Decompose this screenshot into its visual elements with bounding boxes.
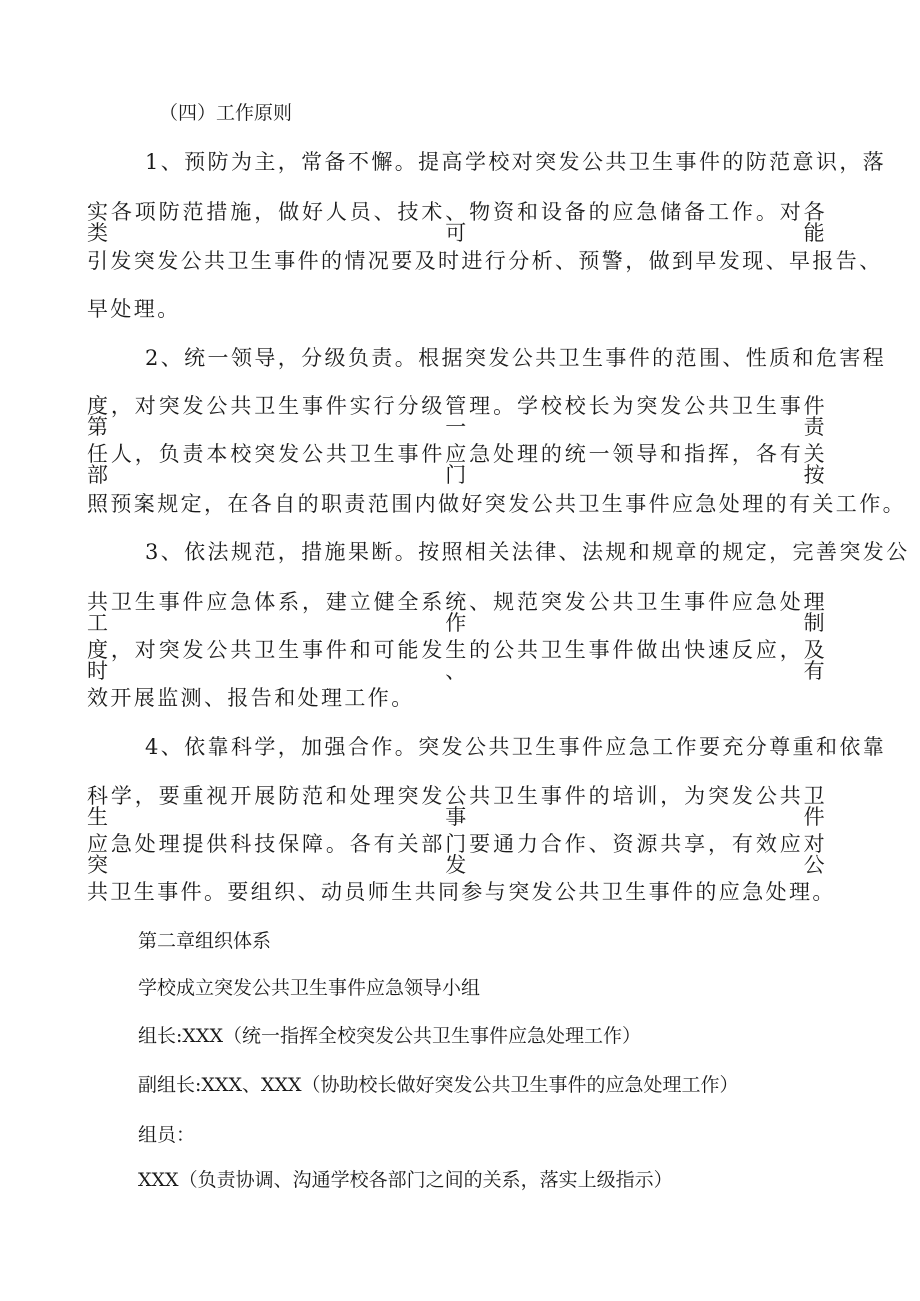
group-deputy-leader: 副组长:XXX、XXX（协助校长做好突发公共卫生事件的应急处理工作） <box>138 1074 739 1096</box>
group-members-label: 组员： <box>138 1124 196 1146</box>
principle-3-line-2: 共卫生事件应急体系，建立健全系统、规范突发公共卫生事件应急处理工作制 <box>87 590 827 635</box>
group-title: 学校成立突发公共卫生事件应急领导小组 <box>138 977 481 999</box>
group-leader: 组长:XXX（统一指挥全校突发公共卫生事件应急处理工作） <box>138 1025 641 1047</box>
principle-4-line-3: 应急处理提供科技保障。各有关部门要通力合作、资源共享，有效应对突发公 <box>87 832 827 877</box>
chapter-title: 第二章组织体系 <box>138 930 272 952</box>
principle-4-line-2: 科学，要重视开展防范和处理突发公共卫生事件的培训，为突发公共卫生事件 <box>87 784 827 829</box>
principle-4-line-1: 4、依靠科学，加强合作。突发公共卫生事件应急工作要充分尊重和依靠 <box>145 735 887 759</box>
principle-2-line-4: 照预案规定，在各自的职责范围内做好突发公共卫生事件应急处理的有关工作。 <box>87 492 906 516</box>
principle-3-line-3: 度，对突发公共卫生事件和可能发生的公共卫生事件做出快速反应，及时、有 <box>87 638 827 683</box>
principle-2-line-3: 任人，负责本校突发公共卫生事件应急处理的统一领导和指挥，各有关部门按 <box>87 442 827 487</box>
principle-1-line-4: 早处理。 <box>87 297 181 321</box>
principle-2-line-1: 2、统一领导，分级负责。根据突发公共卫生事件的范围、性质和危害程 <box>145 346 887 370</box>
principle-3-line-4: 效开展监测、报告和处理工作。 <box>87 686 415 710</box>
principle-3-line-1: 3、依法规范，措施果断。按照相关法律、法规和规章的规定，完善突发公 <box>145 540 910 564</box>
principle-2-line-2: 度，对突发公共卫生事件实行分级管理。学校校长为突发公共卫生事件第一责 <box>87 394 827 439</box>
section-title: （四）工作原则 <box>159 102 293 124</box>
principle-1-line-3: 引发突发公共卫生事件的情况要及时进行分析、预警，做到早发现、早报告、 <box>87 249 883 273</box>
principle-1-line-1: 1、预防为主，常备不懈。提高学校对突发公共卫生事件的防范意识，落 <box>145 150 887 174</box>
group-member-1: XXX（负责协调、沟通学校各部门之间的关系，落实上级指示） <box>138 1169 673 1191</box>
principle-4-line-4: 共卫生事件。要组织、动员师生共同参与突发公共卫生事件的应急处理。 <box>87 880 836 904</box>
principle-1-line-2: 实各项防范措施，做好人员、技术、物资和设备的应急储备工作。对各类可能 <box>87 200 827 245</box>
